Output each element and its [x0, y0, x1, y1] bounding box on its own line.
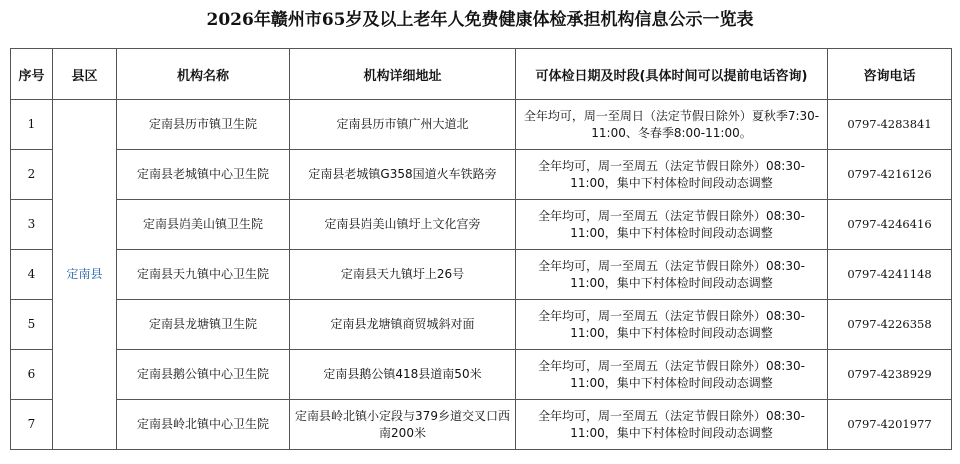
- table-row: [11, 100, 952, 150]
- table-row: [11, 200, 952, 250]
- schedule-cell: 全年均可，周一至周五（法定节假日除外）08:30-11:00，集中下村体检时间段动态调整: [516, 400, 828, 450]
- row-index: 5: [11, 300, 53, 350]
- table-row: [11, 250, 952, 300]
- phone-cell: 0797-4283841: [828, 100, 952, 150]
- header-county: 县区: [53, 49, 117, 100]
- schedule-cell: 全年均可，周一至周五（法定节假日除外）08:30-11:00，集中下村体检时间段动态调整: [516, 250, 828, 300]
- schedule-cell: 全年均可，周一至周五（法定节假日除外）08:30-11:00，集中下村体检时间段动态调整: [516, 350, 828, 400]
- row-index: 2: [11, 150, 53, 200]
- phone-cell: 0797-4226358: [828, 300, 952, 350]
- institution-address: 定南县岿美山镇圩上文化宫旁: [290, 200, 516, 250]
- table-row: [11, 150, 952, 200]
- table-header-row: [11, 49, 952, 100]
- institution-name: 定南县龙塘镇卫生院: [117, 300, 290, 350]
- header-index: 序号: [11, 49, 53, 100]
- table-row: [11, 300, 952, 350]
- institution-name: 定南县鹅公镇中心卫生院: [117, 350, 290, 400]
- header-schedule: 可体检日期及时段(具体时间可以提前电话咨询): [516, 49, 828, 100]
- institution-address: 定南县天九镇圩上26号: [290, 250, 516, 300]
- phone-cell: 0797-4238929: [828, 350, 952, 400]
- schedule-cell: 全年均可，周一至周五（法定节假日除外）08:30-11:00，集中下村体检时间段动态调整: [516, 200, 828, 250]
- row-index: 3: [11, 200, 53, 250]
- row-index: 7: [11, 400, 53, 450]
- table-row: [11, 400, 952, 450]
- phone-cell: 0797-4201977: [828, 400, 952, 450]
- institution-name: 定南县老城镇中心卫生院: [117, 150, 290, 200]
- institution-address: 定南县历市镇广州大道北: [290, 100, 516, 150]
- county-cell: 定南县: [53, 100, 117, 450]
- schedule-cell: 全年均可，周一至周五（法定节假日除外）08:30-11:00，集中下村体检时间段动态调整: [516, 300, 828, 350]
- institution-address: 定南县岭北镇小定段与379乡道交叉口西南200米: [290, 400, 516, 450]
- header-phone: 咨询电话: [828, 49, 952, 100]
- header-address: 机构详细地址: [290, 49, 516, 100]
- phone-cell: 0797-4241148: [828, 250, 952, 300]
- row-index: 6: [11, 350, 53, 400]
- institution-name: 定南县历市镇卫生院: [117, 100, 290, 150]
- schedule-cell: 全年均可，周一至周日（法定节假日除外）夏秋季7:30-11:00、冬春季8:00-11:00。: [516, 100, 828, 150]
- row-index: 1: [11, 100, 53, 150]
- institution-address: 定南县龙塘镇商贸城斜对面: [290, 300, 516, 350]
- page-title: 2026年赣州市65岁及以上老年人免费健康体检承担机构信息公示一览表: [206, 10, 754, 30]
- institution-address: 定南县老城镇G358国道火车铁路旁: [290, 150, 516, 200]
- institution-address: 定南县鹅公镇418县道南50米: [290, 350, 516, 400]
- institution-name: 定南县岭北镇中心卫生院: [117, 400, 290, 450]
- institution-name: 定南县岿美山镇卫生院: [117, 200, 290, 250]
- schedule-cell: 全年均可，周一至周五（法定节假日除外）08:30-11:00，集中下村体检时间段动态调整: [516, 150, 828, 200]
- phone-cell: 0797-4246416: [828, 200, 952, 250]
- phone-cell: 0797-4216126: [828, 150, 952, 200]
- table-row: [11, 350, 952, 400]
- institution-name: 定南县天九镇中心卫生院: [117, 250, 290, 300]
- row-index: 4: [11, 250, 53, 300]
- institution-table: [10, 48, 952, 450]
- header-name: 机构名称: [117, 49, 290, 100]
